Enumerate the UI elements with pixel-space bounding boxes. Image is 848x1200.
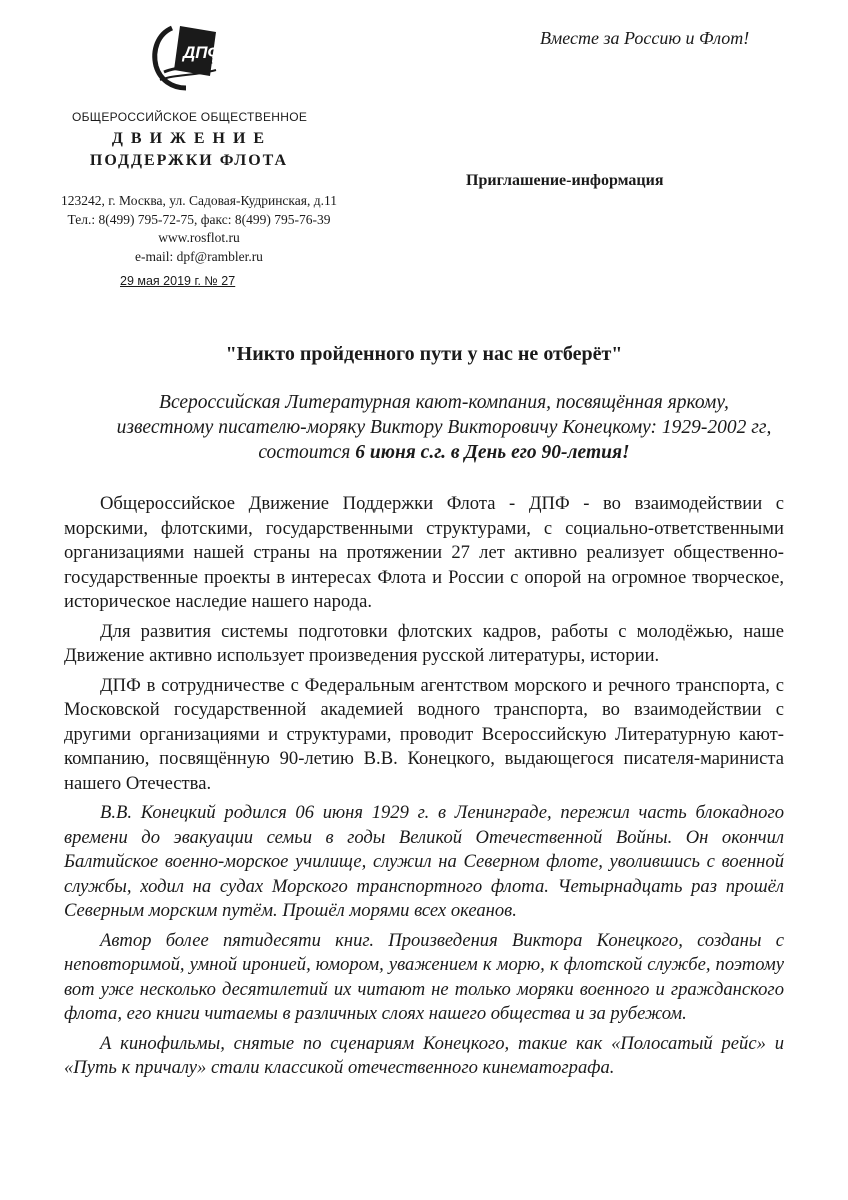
organization-type: ОБЩЕРОССИЙСКОЕ ОБЩЕСТВЕННОЕ	[72, 110, 308, 124]
paragraph: Общероссийское Движение Поддержки Флота - ДПФ - во взаимодействии с морскими, флотскими, государственными структурами, с социально-ответственными организациями нашей страны на протяжении 27 лет активно реализует общественно-государственные проекты в интересах Флота и России с опорой на огромное творческое, историческое наследие нашего народа.	[64, 493, 784, 612]
organization-name-line1: Д В И Ж Е Н И Е	[111, 130, 267, 147]
contact-block	[38, 192, 360, 266]
paragraph: В.В. Конецкий родился 06 июня 1929 г. в Ленинграде, пережил часть блокадного времени до эвакуации семьи в годы Великой Отечественной Войны. Он окончил Балтийское военно-морское училище, служил на Северном флоте, уволившись с военной службы, ходил на судах Морского транспортного флота. Четырнадцать раз прошёл Северным морским путём. Прошёл морями всех океанов.	[64, 802, 784, 921]
organization-name-line2: ПОДДЕРЖКИ ФЛОТА	[89, 152, 289, 169]
subtitle	[40, 390, 848, 465]
paragraph: Для развития системы подготовки флотских кадров, работы с молодёжью, наше Движение активно использует произведения русской литературы, истории.	[64, 620, 784, 666]
subtitle-line3	[40, 440, 848, 465]
postal-address: 123242, г. Москва, ул. Садовая-Кудринская, д.11	[61, 193, 337, 208]
svg-text:ДПФ: ДПФ	[183, 43, 221, 62]
headline: "Никто пройденного пути у нас не отберёт"	[225, 343, 623, 365]
document-kind: Приглашение-информация	[466, 172, 664, 189]
phone-fax: Тел.: 8(499) 795-72-75, факс: 8(499) 795-76-39	[67, 211, 331, 227]
organization-name	[60, 128, 318, 172]
document-body	[64, 492, 784, 1086]
paragraph: Автор более пятидесяти книг. Произведения Виктора Конецкого, созданы с неповторимой, умной иронией, юмором, уважением к морю, к флотской службе, поэтому вот уже несколько десятилетий их читают не только моряки военного и гражданского флота, его книги читаемы в различных слоях нашего общества и за рубежом.	[64, 929, 784, 1024]
subtitle-line3-bold: 6 июня с.г. в День его 90-летия!	[355, 442, 630, 463]
subtitle-line3-plain: состоится	[258, 442, 356, 463]
subtitle-line2: известному писателю-моряку Виктору Викторовичу Конецкому: 1929-2002 гг,	[116, 417, 772, 438]
dpf-logo	[150, 22, 226, 92]
document-date-number: 29 мая 2019 г. № 27	[120, 274, 236, 288]
subtitle-line1: Всероссийская Литературная кают-компания, посвящённая яркому,	[159, 392, 729, 413]
website-link[interactable]: www.rosflot.ru	[158, 230, 240, 246]
motto: Вместе за Россию и Флот!	[540, 28, 750, 48]
email-link[interactable]: e-mail: dpf@rambler.ru	[135, 248, 263, 264]
paragraph: ДПФ в сотрудничестве с Федеральным агентством морского и речного транспорта, с Московской государственной академией водного транспорта, во взаимодействии с другими организациями и структурами, проводит Всероссийскую Литературную кают-компанию, посвящённую 90-летию В.В. Конецкого, выдающегося писателя-мариниста нашего Отечества.	[64, 674, 784, 794]
paragraph: А кинофильмы, снятые по сценариям Конецкого, такие как «Полосатый рейс» и «Путь к причалу» стали классикой отечественного кинематографа.	[64, 1032, 784, 1078]
